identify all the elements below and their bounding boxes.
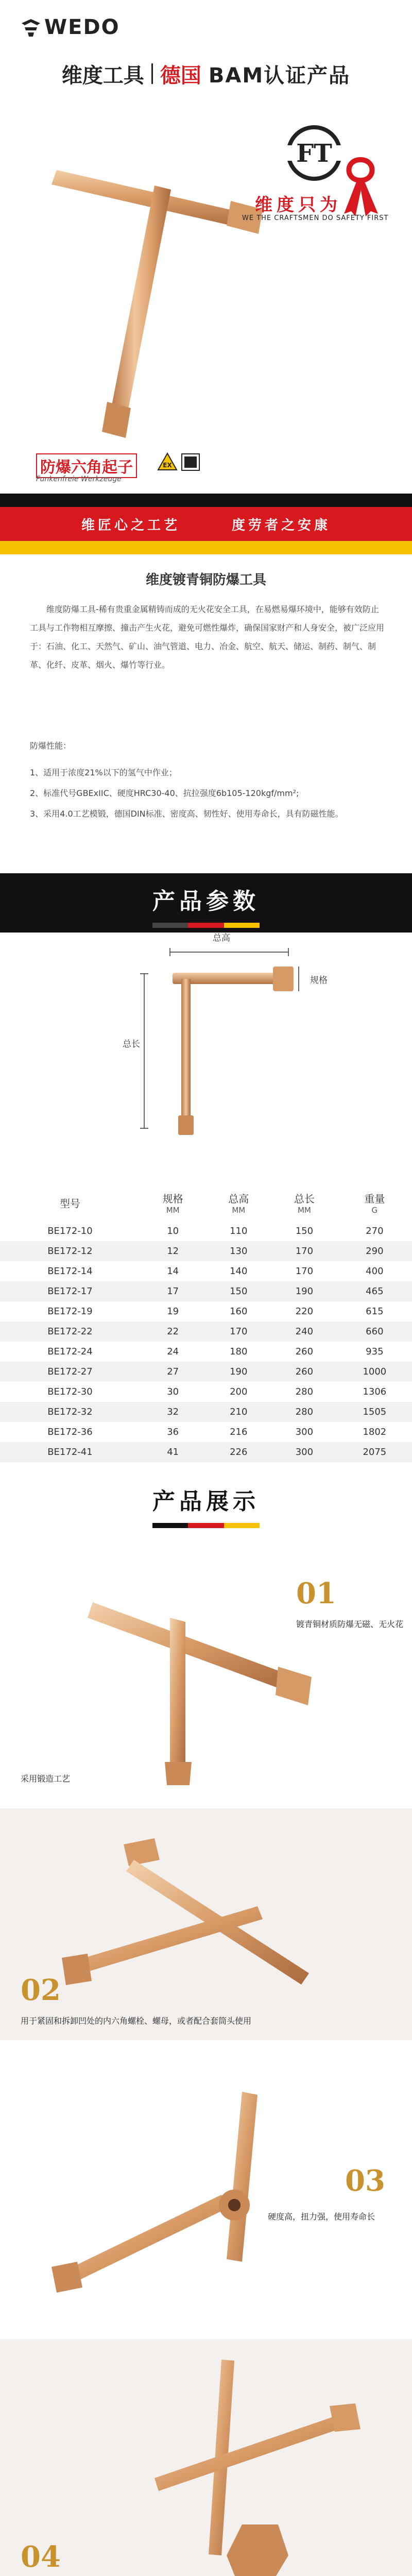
table-cell: 465	[337, 1281, 412, 1301]
gallery-number-1: 01	[296, 1577, 336, 1611]
table-cell: 270	[366, 1226, 384, 1236]
gallery-caption-1: 镀青铜材质防爆无磁、无火花	[296, 1619, 404, 1629]
table-cell: 226	[205, 1442, 271, 1462]
gallery-flag-bar	[152, 1523, 260, 1528]
table-cell: 160	[230, 1306, 248, 1317]
table-cell: 280	[295, 1386, 314, 1397]
gallery-image-2	[0, 1808, 412, 2040]
gallery-number-3: 03	[345, 2164, 385, 2198]
table-cell: BE172-27	[0, 1362, 140, 1382]
description-paragraph: 维度防爆工具-稀有贵重金属精铸而成的无火花安全工具，在易燃易爆环境中，能够有效防止工具与工作物相互摩擦、撞击产生火花，避免可燃性爆炸，确保国家财产和人身安全，被广泛应用于：石油、化工、天然气、矿山、油气管道、电力、冶金、航空、航天、储运、制药、制气、制革、化纤、皮革、烟火、爆竹等行业。	[30, 604, 385, 670]
table-cell: 190	[205, 1362, 271, 1382]
brand-name: WEDO	[44, 15, 120, 39]
spec-table	[0, 1184, 412, 1462]
performance-item: 3、采用4.0工艺模锻，德国DIN标准、密度高、韧性好、使用寿命长，具有防磁性能。	[30, 809, 344, 819]
banner-right: BAM认证产品	[208, 63, 351, 88]
table-cell: BE172-36	[47, 1427, 93, 1437]
craft-logo-icon	[286, 125, 342, 181]
table-cell: BE172-19	[47, 1306, 93, 1317]
table-cell: 660	[337, 1321, 412, 1342]
table-cell: 300	[295, 1427, 314, 1437]
table-cell: 220	[295, 1306, 314, 1317]
svg-text:FT: FT	[296, 139, 332, 168]
table-cell: 2075	[337, 1442, 412, 1462]
brand-icon	[21, 19, 41, 38]
table-cell: 36	[167, 1427, 179, 1437]
banner-left: 维度工具	[61, 63, 144, 88]
table-row	[0, 1301, 412, 1321]
table-cell: BE172-41	[0, 1442, 140, 1462]
table-cell: 300	[271, 1442, 337, 1462]
table-row	[0, 1261, 412, 1281]
table-cell: 150	[295, 1226, 314, 1236]
table-cell: 27	[140, 1362, 206, 1382]
svg-text:EX: EX	[163, 462, 172, 469]
table-row	[0, 1422, 412, 1442]
table-cell: 200	[230, 1386, 248, 1397]
label-total-height: 总高	[213, 933, 230, 943]
performance-item: 2、标准代号GBExIIC、硬度HRC30-40、抗拉强度6b105-120kgf/mm²;	[30, 788, 299, 798]
table-cell: 12	[140, 1241, 206, 1261]
gallery-caption-2: 用于紧固和拆卸凹处的内六角螺栓、螺母，或者配合套筒头使用	[21, 2016, 252, 2026]
brand-logo	[21, 15, 120, 39]
stripe-black	[0, 494, 412, 507]
label-total-length: 总长	[123, 1039, 140, 1049]
gallery-section-header	[0, 1473, 412, 1535]
gallery-caption-3: 硬度高，扭力强，使用寿命长	[268, 2212, 375, 2222]
table-cell: 110	[230, 1226, 248, 1236]
params-section-header	[0, 873, 412, 933]
table-cell: 1802	[363, 1427, 387, 1437]
params-flag-bar	[152, 923, 260, 928]
table-cell: BE172-14	[47, 1266, 93, 1277]
banner-mid: 德国	[160, 63, 201, 88]
table-cell: 615	[366, 1306, 384, 1317]
table-cell: BE172-32	[0, 1402, 140, 1422]
table-cell: 32	[140, 1402, 206, 1422]
table-row	[0, 1321, 412, 1342]
table-cell: 1000	[337, 1362, 412, 1382]
table-cell: 260	[271, 1362, 337, 1382]
stripe-right-text: 度劳者之安康	[232, 517, 331, 533]
table-cell: 170	[295, 1266, 314, 1277]
craft-slogan-en: WE THE CRAFTSMEN DO SAFETY FIRST	[242, 214, 389, 222]
table-cell: 41	[140, 1442, 206, 1462]
stripe-left-text: 维匠心之工艺	[81, 517, 180, 533]
table-cell: BE172-30	[47, 1386, 93, 1397]
table-row	[0, 1442, 412, 1462]
performance-title: 防爆性能：	[30, 741, 72, 751]
table-cell: BE172-24	[47, 1346, 93, 1357]
table-cell: 140	[230, 1266, 248, 1277]
table-row	[0, 1221, 412, 1241]
table-cell: 1306	[363, 1386, 387, 1397]
table-row	[0, 1362, 412, 1382]
table-cell: BE172-22	[0, 1321, 140, 1342]
gallery-number-2: 02	[21, 1973, 61, 2007]
table-header-cell: 总长 MM	[271, 1184, 337, 1221]
description-body	[30, 600, 385, 674]
table-cell: 130	[205, 1241, 271, 1261]
table-cell: 935	[366, 1346, 384, 1357]
table-cell: 260	[295, 1346, 314, 1357]
table-cell: 19	[167, 1306, 179, 1317]
table-row	[0, 1402, 412, 1422]
params-section-title: 产品参数	[152, 888, 260, 914]
craft-slogan: 维度只为	[255, 195, 341, 215]
performance-item: 1、适用于浓度21%以下的氢气中作业；	[30, 768, 177, 777]
table-cell: 170	[205, 1321, 271, 1342]
gallery-photo-2	[0, 1808, 412, 2040]
hero-product-image	[21, 124, 309, 453]
table-row	[0, 1342, 412, 1362]
product-name-label-en: Funkenfreie Werkzeuge	[36, 475, 122, 483]
table-header-cell: 型号	[0, 1184, 140, 1221]
table-cell: 150	[205, 1281, 271, 1301]
stripe-red	[0, 507, 412, 541]
table-cell: 400	[366, 1266, 384, 1277]
gallery-image-1	[0, 1546, 412, 1788]
table-cell: 1505	[337, 1402, 412, 1422]
stripe-yellow	[0, 541, 412, 554]
table-cell: BE172-10	[47, 1226, 93, 1236]
table-cell: BE172-17	[0, 1281, 140, 1301]
gallery-photo-4	[0, 2339, 412, 2576]
gallery-number-4: 04	[21, 2540, 61, 2574]
table-cell: 10	[167, 1226, 179, 1236]
table-header-cell: 总高 MM	[205, 1184, 271, 1221]
gallery-sub-1: 采用锻造工艺	[21, 1774, 71, 1784]
table-cell: BE172-12	[0, 1241, 140, 1261]
label-spec: 规格	[310, 975, 328, 986]
table-cell: 14	[167, 1266, 179, 1277]
table-cell: 210	[205, 1402, 271, 1422]
bam-cert-icon	[181, 453, 200, 471]
table-cell: 24	[167, 1346, 179, 1357]
ex-warning-icon	[157, 452, 178, 471]
table-cell: 180	[230, 1346, 248, 1357]
table-cell: 30	[167, 1386, 179, 1397]
table-cell: 216	[230, 1427, 248, 1437]
table-header-cell: 规格 MM	[140, 1184, 206, 1221]
table-cell: 190	[271, 1281, 337, 1301]
table-header-row	[0, 1184, 412, 1221]
table-cell: 290	[337, 1241, 412, 1261]
table-row	[0, 1281, 412, 1301]
product-name-label: 防爆六角起子	[36, 453, 137, 478]
table-header-cell: 重量 G	[337, 1184, 412, 1221]
performance-list	[30, 762, 385, 824]
ribbon-icon	[340, 155, 381, 216]
table-row	[0, 1382, 412, 1402]
table-cell: 17	[140, 1281, 206, 1301]
header-banner	[52, 58, 360, 90]
gallery-photo-1	[0, 1546, 412, 1788]
gallery-image-4	[0, 2339, 412, 2576]
table-cell: 280	[271, 1402, 337, 1422]
table-cell: 22	[140, 1321, 206, 1342]
table-cell: 170	[271, 1241, 337, 1261]
banner-divider	[151, 63, 153, 84]
gallery-section-title: 产品展示	[152, 1488, 260, 1515]
description-title: 维度镀青铜防爆工具	[145, 572, 266, 588]
table-cell: 240	[271, 1321, 337, 1342]
table-row	[0, 1241, 412, 1261]
